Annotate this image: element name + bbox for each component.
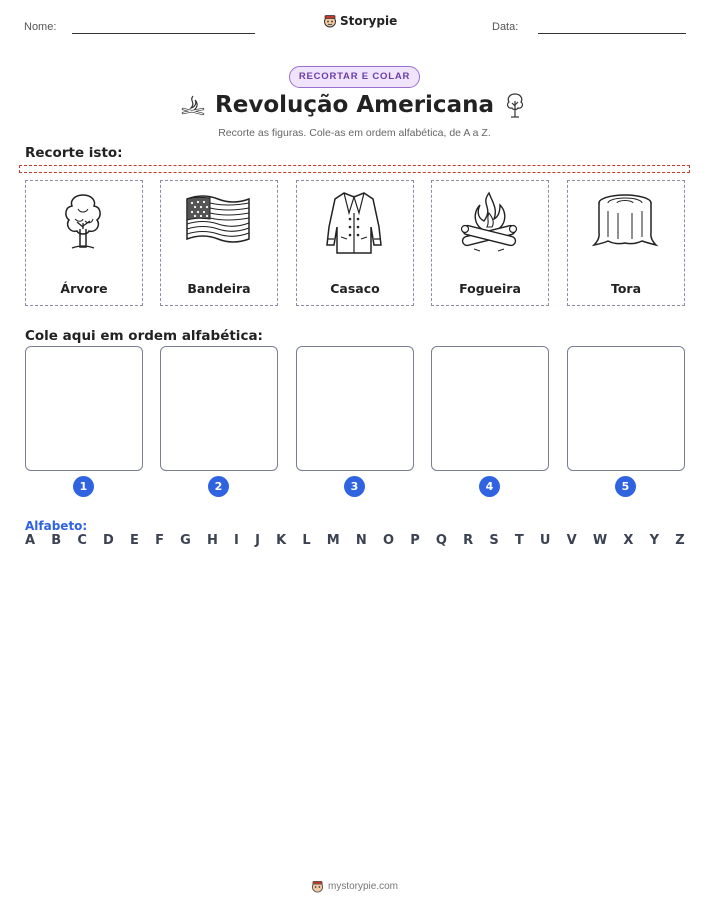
- flag-icon: [183, 189, 253, 255]
- alphabet-letter: Z: [675, 533, 685, 548]
- alphabet-letter: Y: [649, 533, 660, 548]
- card-label: Árvore: [60, 281, 108, 296]
- alphabet-letter: J: [255, 533, 260, 548]
- alphabet-letter: Q: [435, 533, 447, 548]
- alphabet-letter: A: [25, 533, 36, 548]
- date-line[interactable]: [538, 33, 686, 34]
- alphabet-letter: U: [539, 533, 551, 548]
- alphabet-letter: X: [623, 533, 634, 548]
- paste-section-label: Cole aqui em ordem alfabética:: [25, 328, 263, 344]
- alphabet-letter: V: [566, 533, 577, 548]
- alphabet-row: [25, 533, 685, 548]
- alphabet-letter: B: [51, 533, 62, 548]
- cut-card-log[interactable]: [567, 180, 685, 306]
- cut-card-flag[interactable]: [160, 180, 278, 306]
- alphabet-letter: D: [103, 533, 114, 548]
- tree-decoration-icon: [503, 91, 527, 119]
- alphabet-letter: F: [155, 533, 164, 548]
- paste-slot-5[interactable]: [567, 346, 685, 471]
- name-label: Nome:: [24, 21, 57, 33]
- cut-line: [19, 165, 690, 173]
- page-title: Revolução Americana: [215, 92, 494, 118]
- cut-section-label: Recorte isto:: [25, 145, 123, 161]
- paste-slot-3[interactable]: [296, 346, 414, 471]
- storypie-mascot-icon: [311, 880, 324, 893]
- brand-logo: [323, 14, 397, 28]
- slot-number-5: 5: [615, 476, 636, 497]
- tree-icon: [50, 189, 116, 255]
- alphabet-letter: M: [326, 533, 340, 548]
- cut-card-coat[interactable]: [296, 180, 414, 306]
- footer-link[interactable]: mystorypie.com: [327, 881, 398, 892]
- paste-slot-2[interactable]: [160, 346, 278, 471]
- date-label: Data:: [492, 21, 519, 33]
- alphabet-letter: P: [410, 533, 420, 548]
- alphabet-letter: L: [302, 533, 311, 548]
- campfire-icon: [454, 187, 524, 257]
- alphabet-letter: C: [77, 533, 87, 548]
- alphabet-letter: G: [180, 533, 191, 548]
- coat-icon: [319, 187, 389, 257]
- alphabet-letter: E: [130, 533, 139, 548]
- alphabet-letter: S: [489, 533, 499, 548]
- alphabet-letter: R: [463, 533, 474, 548]
- alphabet-letter: N: [355, 533, 367, 548]
- footer: [0, 880, 709, 893]
- card-label: Tora: [610, 281, 642, 296]
- cut-card-tree[interactable]: [25, 180, 143, 306]
- instructions: Recorte as figuras. Cole-as em ordem alfabética, de A a Z.: [218, 127, 491, 139]
- brand-name: Storypie: [340, 14, 398, 28]
- alphabet-letter: W: [592, 533, 608, 548]
- alphabet-letter: K: [276, 533, 287, 548]
- activity-badge: RECORTAR E COLAR: [289, 66, 420, 88]
- slot-number-3: 3: [344, 476, 365, 497]
- card-label: Casaco: [330, 281, 380, 296]
- card-label: Fogueira: [459, 281, 521, 296]
- storypie-mascot-icon: [323, 14, 337, 28]
- log-icon: [590, 189, 660, 255]
- slot-number-1: 1: [73, 476, 94, 497]
- name-line[interactable]: [72, 33, 255, 34]
- paste-slot-1[interactable]: [25, 346, 143, 471]
- alphabet-letter: H: [206, 533, 218, 548]
- slot-number-2: 2: [208, 476, 229, 497]
- alphabet-label: Alfabeto:: [25, 519, 88, 533]
- slot-number-4: 4: [479, 476, 500, 497]
- card-label: Bandeira: [187, 281, 251, 296]
- paste-slot-4[interactable]: [431, 346, 549, 471]
- alphabet-letter: O: [382, 533, 395, 548]
- alphabet-letter: I: [234, 533, 239, 548]
- alphabet-letter: T: [514, 533, 524, 548]
- cut-card-campfire[interactable]: [431, 180, 549, 306]
